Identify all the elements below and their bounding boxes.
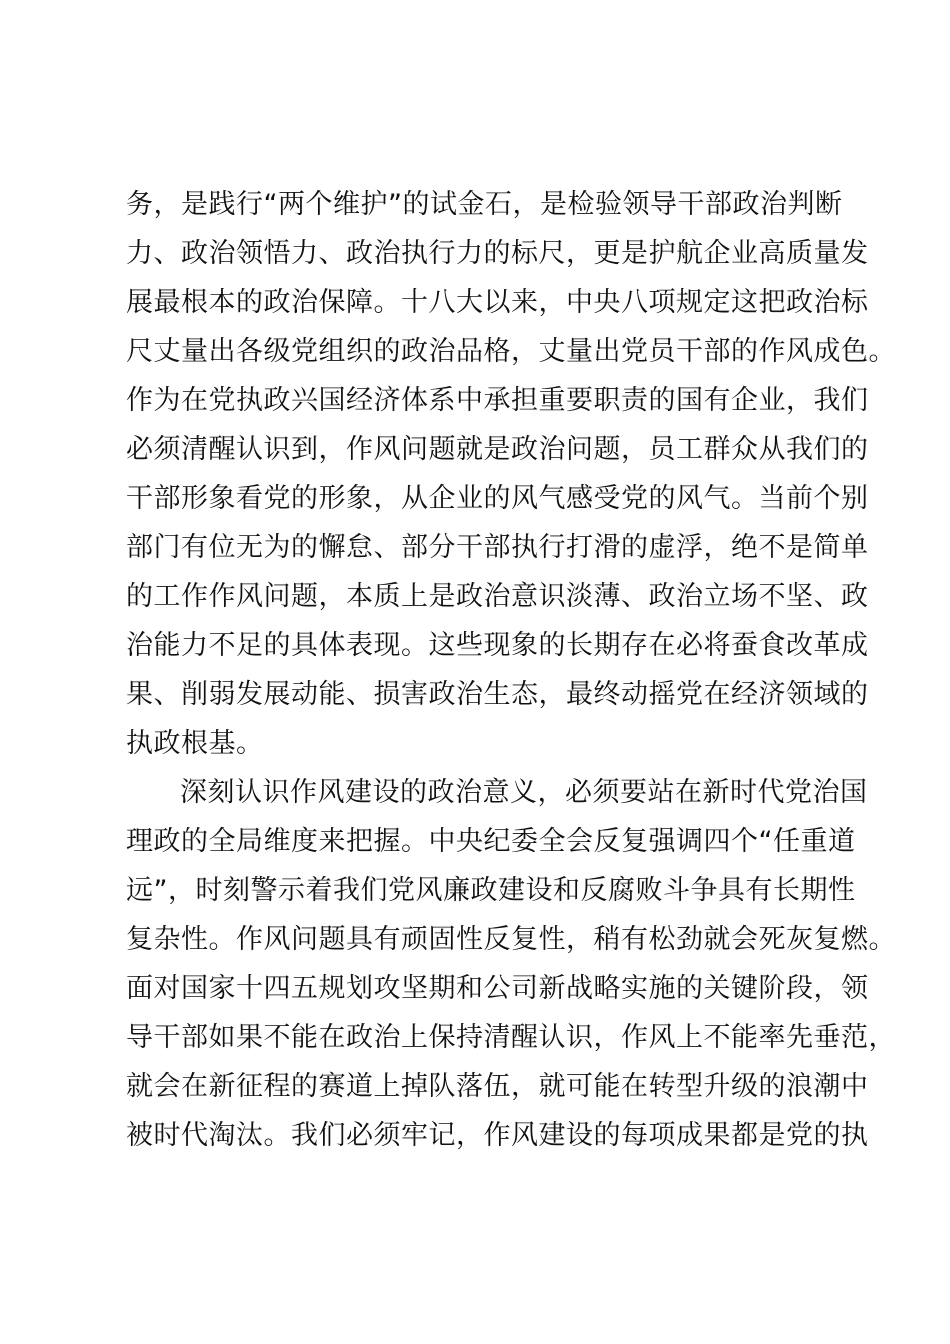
text-line: 力、政治领悟力、政治执行力的标尺，更是护航企业高质量发: [126, 238, 869, 269]
text-line: 务，是践行“两个维护”的试金石，是检验领导干部政治判断: [126, 189, 843, 220]
text-line: 导干部如果不能在政治上保持清醒认识，作风上不能率先垂范，: [126, 1022, 896, 1053]
text-line: 执政根基。: [126, 728, 264, 759]
text-line: 远”，时刻警示着我们党风廉政建设和反腐败斗争具有长期性: [126, 875, 856, 906]
text-line: 治能力不足的具体表现。这些现象的长期存在必将蚕食改革成: [126, 630, 869, 661]
text-line: 干部形象看党的形象，从企业的风气感受党的风气。当前个别: [126, 483, 869, 514]
body-text: [126, 180, 896, 1160]
text-line: 理政的全局维度来把握。中央纪委全会反复强调四个“任重道: [126, 826, 856, 857]
text-line: 面对国家十四五规划攻坚期和公司新战略实施的关键阶段，领: [126, 973, 869, 1004]
text-line: 展最根本的政治保障。十八大以来，中央八项规定这把政治标: [126, 287, 869, 318]
text-line: 尺丈量出各级党组织的政治品格，丈量出党员干部的作风成色。: [126, 336, 896, 367]
text-line: 被时代淘汰。我们必须牢记，作风建设的每项成果都是党的执: [126, 1120, 869, 1151]
text-line: 部门有位无为的懈怠、部分干部执行打滑的虚浮，绝不是简单: [126, 532, 869, 563]
text-line: 果、削弱发展动能、损害政治生态，最终动摇党在经济领域的: [126, 679, 869, 710]
text-line: 就会在新征程的赛道上掉队落伍，就可能在转型升级的浪潮中: [126, 1071, 869, 1102]
text-line: 必须清醒认识到，作风问题就是政治问题，员工群众从我们的: [126, 434, 869, 465]
text-line: 复杂性。作风问题具有顽固性反复性，稍有松劲就会死灰复燃。: [126, 924, 896, 955]
text-line: 作为在党执政兴国经济体系中承担重要职责的国有企业，我们: [126, 385, 869, 416]
paragraph-first-line: 深刻认识作风建设的政治意义，必须要站在新时代党治国: [180, 777, 868, 808]
text-line: 的工作作风问题，本质上是政治意识淡薄、政治立场不坚、政: [126, 581, 869, 612]
